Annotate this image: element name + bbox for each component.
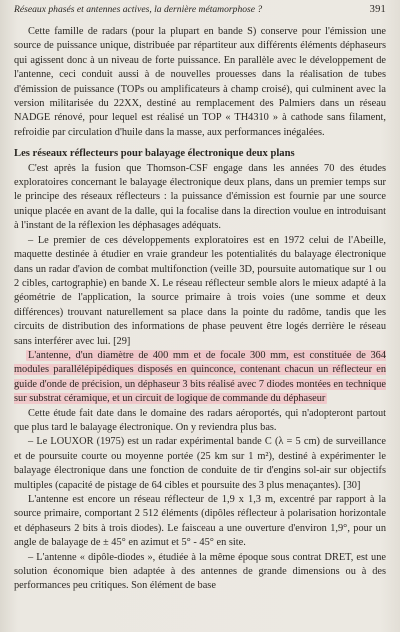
- paragraph-reflector-antenna: L'antenne est encore un réseau réflecteur de 1,9 x 1,3 m, excentré par rapport à la source primaire, comportant 2 512 éléments (dipôles réflecteur à polarisation horizontale et déphaseurs 2 bits à trois diodes). Le faisceau a une ouverture d'environ 1,9°, pour un angle de balayage de ± 45° en azimut et 5° - 45° en site.: [14, 494, 386, 549]
- running-header: [14, 4, 386, 15]
- section-title: Les réseaux réflecteurs pour balayage électronique deux plans: [14, 148, 295, 160]
- running-title: Réseaux phasés et antennes actives, la dernière métamorphose ?: [14, 4, 263, 15]
- paragraph-louxor: – Le LOUXOR (1975) est un radar expérimental bande C (λ = 5 cm) de surveillance et de poursuite courte ou moyenne portée (25 km sur 1 m²), destiné à expérimenter le balayage électronique dans une fonction de conduite de tir d'engins sol-air sur objectifs multiples (capacité de pistage de 64 cibles et poursuite des 3 plus menaçantes). [30]: [14, 436, 386, 491]
- paragraph-radar-family: Cette famille de radars (pour la plupart en bande S) conserve pour l'émission une source de puissance unique, distribuée par répartiteur aux différents éléments déphaseurs qui agissent donc à un niveau de forte puissance. En parallèle avec le développement de l'antenne, ceci conduit aussi à de nouvelles prouesses dans la réalisation de tubes d'émission de puissance (TOPs ou amplificateurs à champ croisé), qui culminent avec la version militarisée du 22XX, destiné au remplacement des Palmiers dans un réseau NADGE rénové, pour lequel est réalisé un TOP « TH4310 » à cathode sans filament, refroidie par circulation d'huile dans la masse, aux performances inégalées.: [14, 26, 386, 138]
- paragraph-antenna-highlighted: [14, 349, 386, 407]
- paragraph-abeille: – Le premier de ces développements exploratoires est en 1972 celui de l'Abeille, maquette destinée à étudier en vraie grandeur les potentialités du balayage électronique dans un radar d'avion de combat multifonction (veille 3D, poursuite automatique sur 1 ou 2 cibles, cartographie) en bande X. Le réseau réflecteur semble alors le mieux adapté à la géométrie de l'application, la source primaire à trois voies (une somme et deux différences) trouvant naturellement sa place dans la pointe du radôme, tandis que les circuits de distribution des informations de phase peuvent être logés derrière le réseau sans interférer avec lui. [29]: [14, 234, 386, 347]
- highlighted-text: L'antenne, d'un diamètre de 400 mm et de focale 300 mm, est constituée de 364 modules parallélépipédiques disposés en quinconce, contenant chacun un réflecteur en guide d'onde de précision, un déphaseur 3 bits réalisé avec 7 diodes montées en technique sur substrat céramique, et un circuit de logique de commande du déphaseur: [14, 349, 386, 405]
- page-number: 391: [369, 4, 386, 15]
- paragraph-reflector-arrays: C'est après la fusion que Thomson-CSF engage dans les années 70 des études exploratoires concernant le balayage électronique deux plans, dans un premier temps sur le principe des réseaux réflecteurs : la puissance d'émission est fournie par une source unique placée en avant de la dalle, qui la focalise dans la direction voulue en introduisant à l'instant de la réflexion les déphasages adéquats.: [14, 162, 386, 232]
- paragraph-study-date: Cette étude fait date dans le domaine des radars aéroportés, qui n'adopteront partout que plus tard le balayage électronique. On y reviendra plus bas.: [14, 407, 386, 433]
- paragraph-dipole-diodes: – L'antenne « dipôle-diodes », étudiée à la même époque sous contrat DRET, est une solution économique bien adaptée à des antennes de grande dimensions ou à des performances peu critiques. Son élément de base: [14, 551, 386, 592]
